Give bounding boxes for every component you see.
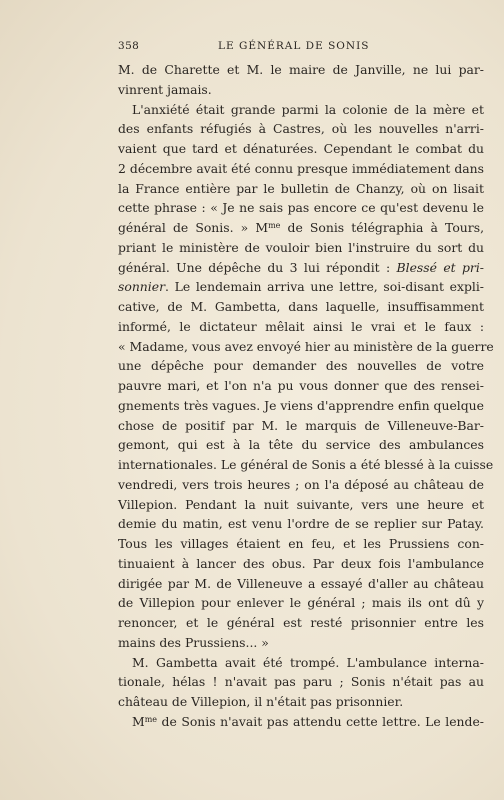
text-line: vaient que tard et dénaturées. Cependant le combat du [118,141,484,156]
running-title: LE GÉNÉRAL DE SONIS [218,40,370,52]
text-line: mains des Prussiens... » [118,634,269,650]
text-line [118,277,484,297]
text-line: demie du matin, est venu l'ordre de se replier sur Patay. [118,516,484,532]
text-line: « Madame, vous avez envoyé hier au ministère de la guerre [118,338,494,354]
text-line: Tous les villages étaient en feu, et les Prussiens con- [118,536,484,551]
text-line [118,218,484,238]
text-line: vinrent jamais. [118,81,212,97]
body-text [118,60,494,732]
text-line [118,258,484,278]
text-fragment: de Sonis télégraphia à Tours, [280,220,485,235]
text-line: renoncer, et le général est resté prisonnier entre les [118,615,484,630]
text-line [118,712,484,732]
text-line: dirigée par M. de Villeneuve a essayé d'aller au château [118,575,484,591]
text-line: une dépêche pour demander des nouvelles de votre [118,358,484,374]
text-fragment: M [132,713,145,729]
text-line: gnements très vagues. Je viens d'apprendre enfin quelque [118,397,484,413]
text-line: cative, de M. Gambetta, dans laquelle, insuffisamment [118,299,484,314]
text-line: informé, le dictateur mêlait ainsi le vrai et le faux : [118,318,484,334]
text-line: 2 décembre avait été connu presque immédiatement dans [118,160,484,176]
text-line: la France entière par le bulletin de Chanzy, où on lisait [118,180,484,196]
text-line: des enfants réfugiés à Castres, où les nouvelles n'arri- [118,121,484,137]
text-line: cette phrase : « Je ne sais pas encore ce qu'est devenu le [118,200,484,216]
text-line: priant le ministère de vouloir bien l'instruire du sort du [118,239,484,255]
text-line: gemont, qui est à la tête du service des ambulances [118,437,484,453]
text-line: M. de Charette et M. le maire de Janville, ne lui par- [118,62,484,77]
italic-text: Blessé et pri- [396,259,484,275]
text-line: chose de positif par M. le marquis de Villeneuve-Bar- [118,417,484,433]
superscript: me [268,221,281,230]
text-line: internationales. Le général de Sonis a été blessé à la cuisse [118,457,494,472]
text-fragment: de Sonis n'avait pas attendu cette lettre. Le lende- [157,713,484,729]
text-line: tionale, hélas ! n'avait pas paru ; Sonis n'était pas au [118,674,484,690]
text-line: M. Gambetta avait été trompé. L'ambulance interna- [132,654,484,670]
text-line: pauvre mari, et l'on n'a pu vous donner que des rensei- [118,378,484,393]
italic-text: sonnier [118,279,165,295]
text-line: Villepion. Pendant la nuit suivante, vers une heure et [118,496,484,512]
text-line: L'anxiété était grande parmi la colonie de la mère et [132,101,484,117]
text-line: vendredi, vers trois heures ; on l'a déposé au château de [118,476,484,492]
page-number: 358 [118,40,140,52]
text-fragment: général de Sonis. » M [118,220,269,235]
text-fragment: général. Une dépêche du 3 lui répondit : [118,259,397,275]
text-line: château de Villepion, il n'était pas prisonnier. [118,694,404,709]
text-line: de Villepion pour enlever le général ; mais ils ont dû y [118,595,484,611]
text-line: tinuaient à lancer des obus. Par deux fois l'ambulance [118,555,484,571]
superscript: me [144,714,158,724]
text-fragment: . Le lendemain arriva une lettre, soi-disant expli- [165,279,484,295]
